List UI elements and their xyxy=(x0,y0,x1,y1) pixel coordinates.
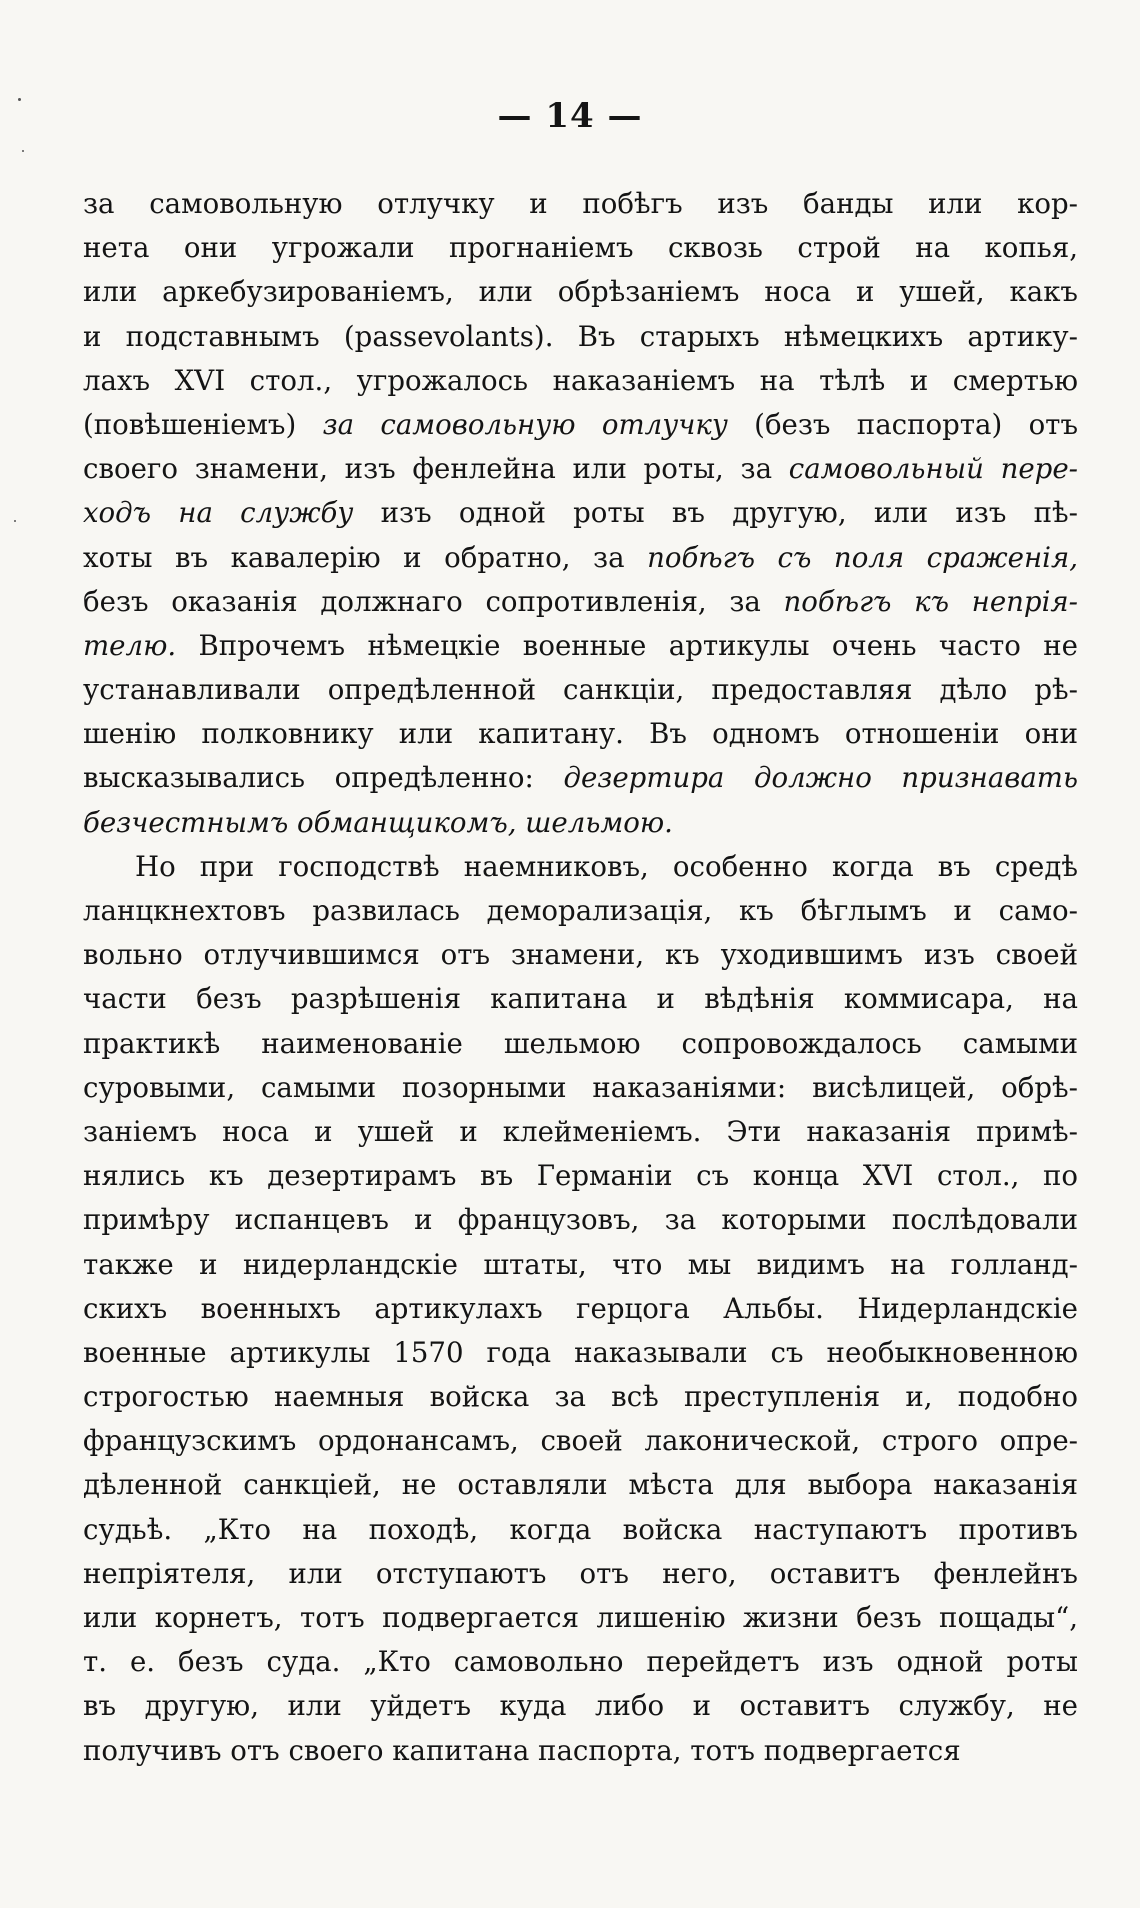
text-run: безъ оказанія должнаго сопротивленія, за xyxy=(83,584,784,618)
text-line xyxy=(83,1287,1078,1331)
text-line xyxy=(83,1331,1078,1375)
text-line xyxy=(83,1552,1078,1596)
text-run: Впрочемъ нѣмецкіе военные артикулы очень часто не xyxy=(176,628,1078,662)
text-line xyxy=(83,1684,1078,1728)
italic-phrase: дезертира должно признавать xyxy=(563,761,1078,795)
text-run: примѣру испанцевъ и французовъ, за которыми послѣдовали xyxy=(83,1203,1078,1237)
paragraph xyxy=(83,845,1078,1773)
text-run: получивъ отъ своего капитана паспорта, тотъ подвергается xyxy=(83,1733,961,1767)
text-line xyxy=(83,580,1078,624)
text-line xyxy=(83,1508,1078,1552)
text-line xyxy=(83,756,1078,800)
italic-phrase: самовольный пере- xyxy=(788,452,1079,486)
margin-mark xyxy=(22,150,24,152)
text-line xyxy=(83,889,1078,933)
italic-phrase: побѣгъ къ непрія- xyxy=(783,584,1078,618)
text-run: т. е. безъ суда. „Кто самовольно перейдетъ изъ одной роты xyxy=(83,1645,1078,1679)
italic-phrase: за самовольную отлучку xyxy=(322,407,728,441)
text-run: французскимъ ордонансамъ, своей лаконической, строго опре- xyxy=(83,1424,1078,1458)
text-run: въ другую, или уйдетъ куда либо и оставитъ службу, не xyxy=(83,1689,1078,1723)
text-line xyxy=(83,315,1078,359)
italic-phrase: телю. xyxy=(83,628,177,662)
text-line xyxy=(83,1154,1078,1198)
text-line xyxy=(83,1022,1078,1066)
text-run: лахъ XVI стол., угрожалось наказаніемъ на тѣлѣ и смертью xyxy=(83,363,1078,397)
text-run: или корнетъ, тотъ подвергается лишенію жизни безъ пощады“, xyxy=(83,1601,1078,1634)
text-run: непріятеля, или отступаютъ отъ него, оставитъ фенлейнъ xyxy=(83,1556,1078,1590)
text-line xyxy=(83,1419,1078,1463)
text-line xyxy=(83,845,1078,889)
text-line xyxy=(83,1729,1078,1773)
text-run: хоты въ кавалерію и обратно, за xyxy=(83,540,648,574)
text-run: (повѣшеніемъ) xyxy=(83,407,323,441)
text-run: за самовольную отлучку и побѣгъ изъ банды или кор- xyxy=(83,187,1078,220)
text-line xyxy=(83,270,1078,314)
paragraph xyxy=(83,182,1078,845)
text-run: нялись къ дезертирамъ въ Германіи съ конца XVI стол., по xyxy=(83,1159,1078,1193)
text-run: или аркебузированіемъ, или обрѣзаніемъ носа и ушей, какъ xyxy=(83,275,1078,309)
text-run: вольно отлучившимся отъ знамени, къ уходившимъ изъ своей xyxy=(83,938,1078,972)
text-run: изъ одной роты въ другую, или изъ пѣ- xyxy=(353,496,1078,530)
text-run: (безъ паспорта) отъ xyxy=(727,407,1079,441)
text-line xyxy=(83,801,1078,845)
text-line xyxy=(83,447,1078,491)
text-run: практикѣ наименованіе шельмою сопровождалось самыми xyxy=(83,1026,1078,1060)
text-run: также и нидерландскіе штаты, что мы видимъ на голланд- xyxy=(83,1247,1078,1281)
text-line xyxy=(83,1110,1078,1154)
text-line xyxy=(83,1640,1078,1684)
text-run: своего знамени, изъ фенлейна или роты, за xyxy=(83,452,789,486)
text-line xyxy=(83,1198,1078,1242)
italic-phrase: безчестнымъ обманщикомъ, шельмою. xyxy=(83,805,673,839)
text-run: нета они угрожали прогнаніемъ сквозь строй на копья, xyxy=(83,231,1078,265)
text-line xyxy=(83,359,1078,403)
text-line xyxy=(83,1243,1078,1287)
italic-phrase: побѣгъ съ поля сраженія, xyxy=(647,540,1078,574)
text-run: и подставнымъ (passevolants). Въ старыхъ нѣмецкихъ артику- xyxy=(83,319,1078,353)
text-run: высказывались опредѣленно: xyxy=(83,761,564,795)
text-line xyxy=(83,1463,1078,1507)
text-run: устанавливали опредѣленной санкціи, предоставляя дѣло рѣ- xyxy=(83,673,1078,707)
text-run: ланцкнехтовъ развилась деморализація, къ бѣглымъ и само- xyxy=(83,894,1078,927)
text-run: части безъ разрѣшенія капитана и вѣдѣнія коммисара, на xyxy=(83,982,1078,1016)
text-line xyxy=(83,1375,1078,1419)
text-run: шенію полковнику или капитану. Въ одномъ отношеніи они xyxy=(83,717,1078,751)
text-line xyxy=(83,624,1078,668)
page-number: — 14 — xyxy=(497,96,643,136)
italic-phrase: ходъ на службу xyxy=(83,496,354,530)
text-line xyxy=(83,1596,1078,1640)
text-line xyxy=(83,536,1078,580)
margin-mark xyxy=(18,98,21,101)
text-line xyxy=(83,933,1078,977)
text-run: скихъ военныхъ артикулахъ герцога Альбы. Нидерландскіе xyxy=(83,1291,1078,1325)
text-line xyxy=(83,1066,1078,1110)
text-line xyxy=(83,403,1078,447)
text-line xyxy=(83,491,1078,535)
text-run: заніемъ носа и ушей и клейменіемъ. Эти наказанія примѣ- xyxy=(83,1114,1078,1148)
text-run: дѣленной санкціей, не оставляли мѣста для выбора наказанія xyxy=(83,1468,1078,1502)
text-line xyxy=(83,977,1078,1021)
text-run: военные артикулы 1570 года наказывали съ необыкновенною xyxy=(83,1335,1078,1369)
text-run: суровыми, самыми позорными наказаніями: висѣлицей, обрѣ- xyxy=(83,1070,1078,1104)
text-line xyxy=(83,182,1078,226)
body-text xyxy=(83,182,1078,1773)
margin-mark xyxy=(14,520,16,522)
text-run: строгостью наемныя войска за всѣ преступленія и, подобно xyxy=(83,1380,1078,1414)
text-line xyxy=(83,712,1078,756)
text-run: Но при господствѣ наемниковъ, особенно когда въ средѣ xyxy=(135,849,1078,883)
text-run: судьѣ. „Кто на походѣ, когда войска наступаютъ противъ xyxy=(83,1512,1078,1546)
text-line xyxy=(83,668,1078,712)
text-line xyxy=(83,226,1078,270)
